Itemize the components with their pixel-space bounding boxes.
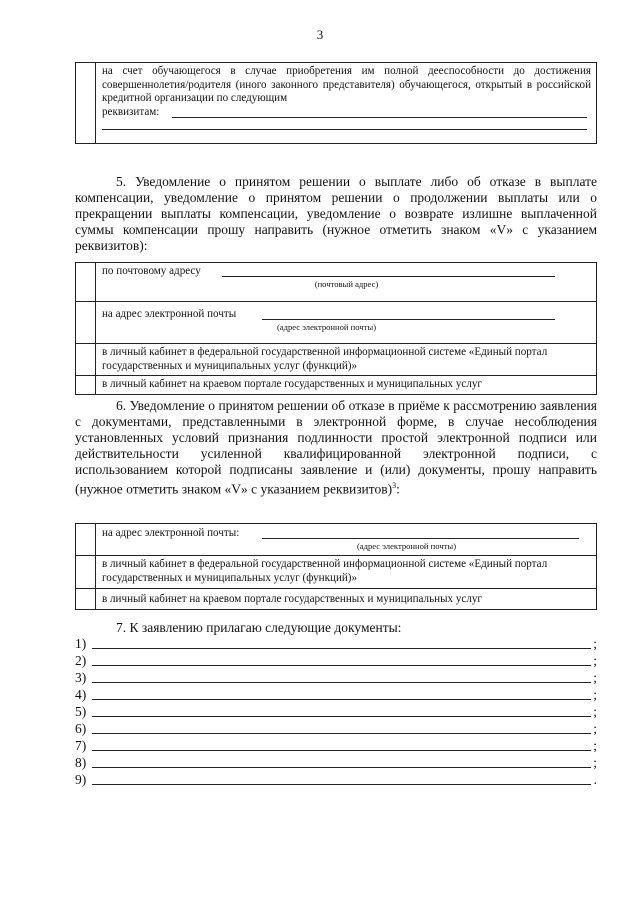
email-address-hint: (адрес электронной почты) [276,322,377,332]
document-6-field[interactable] [92,733,591,734]
option-email-label: на адрес электронной почты [102,308,237,320]
document-3-field[interactable] [92,682,591,683]
section-5-options-table [75,262,597,395]
requisites-label: реквизитам: [102,105,160,118]
document-5-field[interactable] [92,716,591,717]
s6-option-regional-portal-checkbox[interactable] [76,589,96,610]
list-item: 9) . [75,772,597,787]
section-7-heading: 7. К заявлению прилагаю следующие документы: [116,620,402,635]
payout-account-table [75,62,597,144]
option-gosuslugi-checkbox[interactable] [76,344,96,376]
list-item: 2) ; [75,653,597,668]
list-item: 6) ; [75,721,597,736]
list-item: 7) ; [75,738,597,753]
page-number: 3 [316,27,324,42]
option-gosuslugi-label: в личный кабинет в федеральной государственной информационной системе «Единый портал государственных и муниципальных услуг (функций)» [96,344,597,376]
document-8-field[interactable] [92,767,591,768]
section-6-text: 6. Уведомление о принятом решении об отказе в приёме к рассмотрению заявления с документами, представленными в электронной форме, в случае несоблюдения установленных условий признания подлинности простой электронной подписи или действительности усиленной квалифицированной электронной подписи, с использованием которой подписаны заявление и (или) документы, прошу направить (нужное отметить знаком «V» с указанием реквизитов)$^3$: [75,398,597,497]
payout-account-text: на счет обучающегося в случае приобретения им полной дееспособности до достижения совершеннолетия/родителя (иного законного представителя) обучающегося, открытый в российской кредитной организации по следующим [102,65,591,104]
footnote-marker: 3 [392,481,397,490]
section-6-options-table [75,523,597,610]
option-regional-portal-checkbox[interactable] [76,376,96,395]
postal-address-field[interactable] [222,276,555,277]
option-email-checkbox[interactable] [76,302,96,344]
document-4-field[interactable] [92,699,591,700]
list-item: 5) ; [75,704,597,719]
postal-address-hint: (почтовый адрес) [314,279,379,289]
list-item: 1) ; [75,636,597,651]
list-item: 3) ; [75,670,597,685]
document-7-field[interactable] [92,750,591,751]
s6-email-address-hint: (адрес электронной почты) [356,541,457,551]
list-item: 4) ; [75,687,597,702]
document-9-field[interactable] [92,784,591,785]
s6-option-gosuslugi-checkbox[interactable] [76,556,96,589]
requisites-field[interactable] [172,117,587,118]
s6-option-email-label: на адрес электронной почты: [102,527,240,539]
email-address-field[interactable] [262,319,555,320]
document-1-field[interactable] [92,648,591,649]
list-item: 8) ; [75,755,597,770]
requisites-field-line-2[interactable] [102,129,587,130]
option-postal-checkbox[interactable] [76,263,96,302]
s6-email-address-field[interactable] [262,538,579,539]
option-regional-portal-label: в личный кабинет на краевом портале государственных и муниципальных услуг [96,376,597,395]
s6-option-email-checkbox[interactable] [76,524,96,556]
s6-option-regional-portal-label: в личный кабинет на краевом портале государственных и муниципальных услуг [96,589,597,610]
payout-account-checkbox[interactable] [76,63,96,144]
document-2-field[interactable] [92,665,591,666]
s6-option-gosuslugi-label: в личный кабинет в федеральной государственной информационной системе «Единый портал государственных и муниципальных услуг (функций)» [96,556,597,589]
option-postal-label: по почтовому адресу [102,265,201,277]
section-5-text: 5. Уведомление о принятом решении о выплате либо об отказе в выплате компенсации, уведомление о принятом решении о продолжении выплаты или о прекращении выплаты компенсации, уведомление о возврате излишне выплаченной суммы компенсации прошу направить (нужное отметить знаком «V» с указанием реквизитов): [75,174,597,253]
